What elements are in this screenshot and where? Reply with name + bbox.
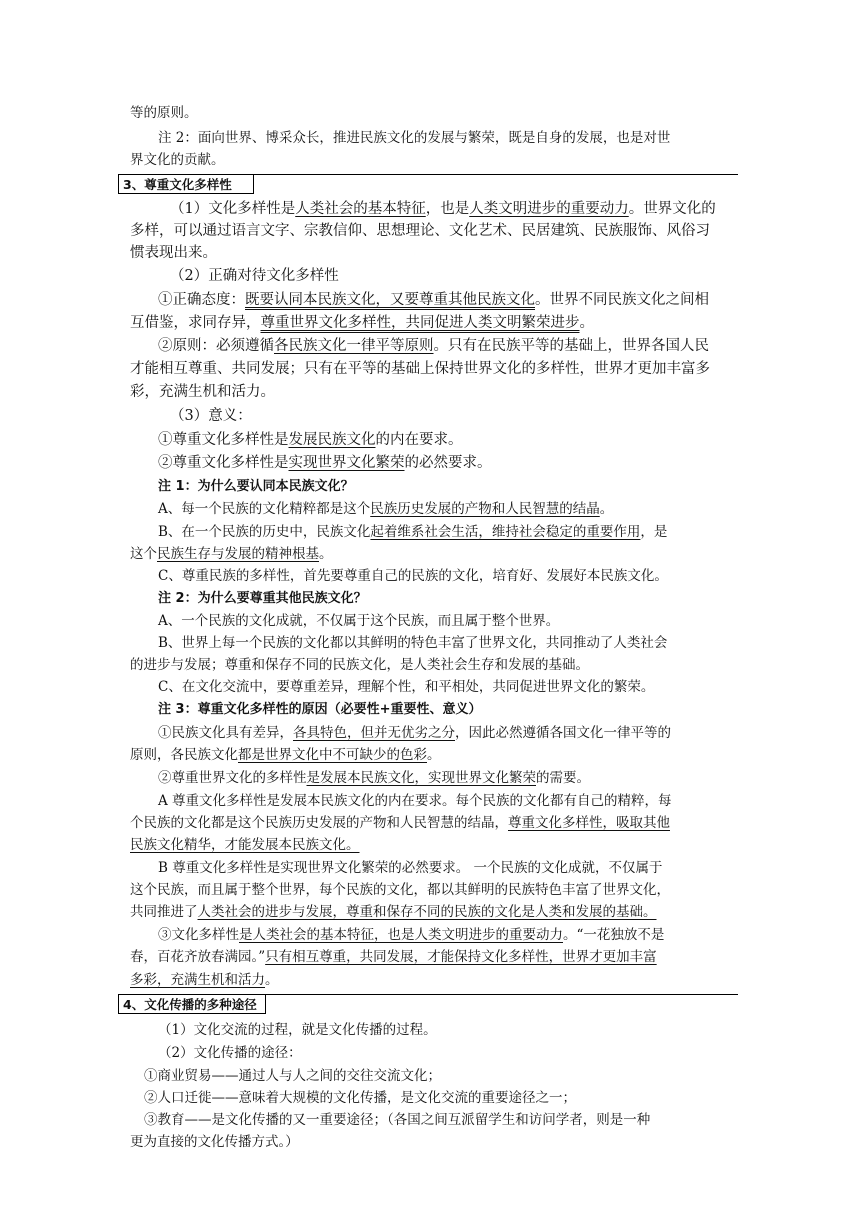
text-span: 这个 <box>130 546 157 562</box>
text-line: 才能相互尊重、共同发展；只有在平等的基础上保持世界文化的多样性，世界才更加丰富多 <box>130 361 710 377</box>
text-span: 的需要。 <box>536 770 590 786</box>
text-span: 春，百花齐放春满园。” <box>130 949 266 965</box>
text-span: ①正确态度： <box>158 292 245 308</box>
underlined-phrase: 都是世界文化中不可缺少的色彩 <box>238 747 427 763</box>
text-line <box>130 835 735 855</box>
underlined-phrase: 是人类社会的基本特征，也是人类文明进步的重要动力 <box>239 927 563 943</box>
text-line <box>170 199 735 219</box>
note-heading: 注 1：为什么要认同本民族文化？ <box>158 479 354 494</box>
underlined-phrase: 多彩，充满生机和活力 <box>130 972 265 988</box>
underlined-phrase: 是发展本民族文化，实现世界文化繁荣 <box>306 770 536 786</box>
text-line: ①商业贸易——通过人与人之间的交往交流文化； <box>144 1068 441 1084</box>
text-line: （2）文化传播的途径： <box>158 1045 302 1061</box>
text-span: 。 <box>427 747 441 763</box>
text-span: ①民族文化具有差异， <box>158 725 293 741</box>
text-span: 原则，各民族文化 <box>130 747 238 763</box>
text-span: 。只有在民族平等的基础上，世界各国人民 <box>433 338 709 354</box>
text-line <box>158 430 735 450</box>
text-line: C、尊重民族的多样性，首先要尊重自己的民族的文化，培育好、发展好本民族文化。 <box>158 568 668 584</box>
underlined-phrase: 既要认同本民族文化，又要尊重其他民族文化 <box>245 292 535 308</box>
underlined-phrase: 尊重文化多样性，吸取其他 <box>508 815 670 831</box>
text-line <box>158 290 735 310</box>
text-line <box>130 970 735 990</box>
text-line <box>158 723 735 743</box>
underlined-phrase: 只有相互尊重，共同发展，才能保持文化多样性，世界才更加丰富 <box>265 949 657 965</box>
text-line: 的进步与发展；尊重和保存不同的民族文化，是人类社会生存和发展的基础。 <box>130 657 589 673</box>
text-span: 。“一花独放不是 <box>563 927 665 943</box>
text-span: ，也是 <box>425 201 470 217</box>
text-span: 。 <box>579 315 594 331</box>
text-span: 。 <box>265 972 279 988</box>
underlined-phrase: 人类社会的基本特征 <box>295 201 426 217</box>
text-line: C、在文化交流中，要尊重差异，理解个性，和平相处，共同促进世界文化的繁荣。 <box>158 679 655 695</box>
underlined-phrase: 民族历史发展的产物和人民智慧的结晶 <box>370 501 600 517</box>
underlined-phrase: 实现世界文化繁荣 <box>288 455 405 471</box>
text-span: ，是 <box>640 524 668 540</box>
text-line: 这个民族，而且属于整个世界，每个民族的文化，都以其鲜明的民族特色丰富了世界文化， <box>130 882 670 898</box>
text-line: A 尊重文化多样性是发展本民族文化的内在要求。每个民族的文化都有自己的精粹，每 <box>158 793 672 809</box>
underlined-phrase: 民族文化精华，才能发展本民族文化。 <box>130 837 360 853</box>
text-line: 更为直接的文化传播方式。） <box>130 1134 299 1150</box>
underlined-phrase: 起着维系社会生活，维持社会稳定的重要作用 <box>370 524 641 540</box>
text-span: 个民族的文化都是这个民族历史发展的产物和人民智慧的结晶， <box>130 815 508 831</box>
text-line <box>158 522 735 542</box>
text-line <box>130 947 735 967</box>
text-line <box>130 544 735 564</box>
text-line: 等的原则。 <box>130 105 198 121</box>
text-line <box>130 902 735 922</box>
text-line <box>130 745 735 765</box>
text-line: ③教育——是文化传播的又一重要途径；（各国之间互派留学生和访问学者，则是一种 <box>144 1112 651 1128</box>
underlined-phrase: 人类文明进步的重要动力 <box>469 201 629 217</box>
underlined-phrase: 各具特色，但并无优劣之分 <box>293 725 455 741</box>
text-span: A、每一个民族的文化精粹都是这个 <box>158 501 371 517</box>
underlined-phrase: 发展民族文化 <box>288 432 376 448</box>
text-line <box>158 499 735 519</box>
note-2-line: 注 2：面向世界、博采众长，推进民族文化的发展与繁荣，既是自身的发展，也是对世 <box>158 130 671 146</box>
text-span: 的必然要求。 <box>404 455 492 471</box>
underlined-phrase: 民族生存与发展的精神根基 <box>157 546 319 562</box>
text-span: B、在一个民族的历史中，民族文化 <box>158 524 371 540</box>
text-span: 共同推进了 <box>130 904 198 920</box>
text-line: （2）正确对待文化多样性 <box>170 268 339 284</box>
text-span: ②尊重世界文化的多样性 <box>158 770 307 786</box>
text-span: 。世界文化的 <box>628 201 716 217</box>
section-heading-4: 4、文化传播的多种途径 <box>118 994 266 1014</box>
text-span: ②原则：必须遵循 <box>158 338 274 354</box>
text-span: ，因此必然遵循各国文化一律平等的 <box>455 725 671 741</box>
text-span: 。 <box>599 501 614 517</box>
underlined-phrase: 人类社会的进步与发展，尊重和保存不同的民族的文化是人类和发展的基础。 <box>197 904 657 920</box>
text-line: 多样，可以通过语言文字、宗教信仰、思想理论、文化艺术、民居建筑、民族服饰、风俗习 <box>130 223 710 239</box>
text-line: ②人口迁徙——意味着大规模的文化传播，是文化交流的重要途径之一； <box>144 1090 576 1106</box>
text-line: （3）意义： <box>170 408 252 424</box>
text-line: A、一个民族的文化成就，不仅属于这个民族，而且属于整个世界。 <box>158 613 560 629</box>
note-heading: 注 2：为什么要尊重其他民族文化？ <box>158 591 367 606</box>
text-span: 。世界不同民族文化之间相 <box>535 292 709 308</box>
text-span: ①尊重文化多样性是 <box>158 432 289 448</box>
text-span: ③文化多样性 <box>158 927 239 943</box>
text-line <box>130 313 735 333</box>
text-span: 的内在要求。 <box>375 432 463 448</box>
text-line: 惯表现出来。 <box>130 245 217 261</box>
text-line: B 尊重文化多样性是实现世界文化繁荣的必然要求。 一个民族的文化成就，不仅属于 <box>158 860 663 876</box>
text-span: 。 <box>319 546 333 562</box>
text-line <box>158 768 735 788</box>
underlined-phrase: 各民族文化一律平等原则 <box>274 338 434 354</box>
text-span: （1）文化多样性是 <box>170 201 296 217</box>
text-line <box>158 925 735 945</box>
text-line: （1）文化交流的过程，就是文化传播的过程。 <box>158 1022 437 1038</box>
underlined-phrase: 尊重世界文化多样性，共同促进人类文明繁荣进步 <box>260 315 580 331</box>
text-line: 彩，充满生机和活力。 <box>130 384 275 400</box>
text-line <box>158 453 735 473</box>
text-line: B、世界上每一个民族的文化都以其鲜明的特色丰富了世界文化，共同推动了人类社会 <box>158 635 668 651</box>
text-line: 界文化的贡献。 <box>130 152 225 168</box>
section-heading-3: 3、尊重文化多样性 <box>118 174 254 194</box>
text-line <box>130 813 735 833</box>
text-span: 互借鉴，求同存异， <box>130 315 261 331</box>
text-line <box>158 336 735 356</box>
text-span: ②尊重文化多样性是 <box>158 455 289 471</box>
note-heading: 注 3：尊重文化多样性的原因（必要性+重要性、意义） <box>158 702 482 717</box>
